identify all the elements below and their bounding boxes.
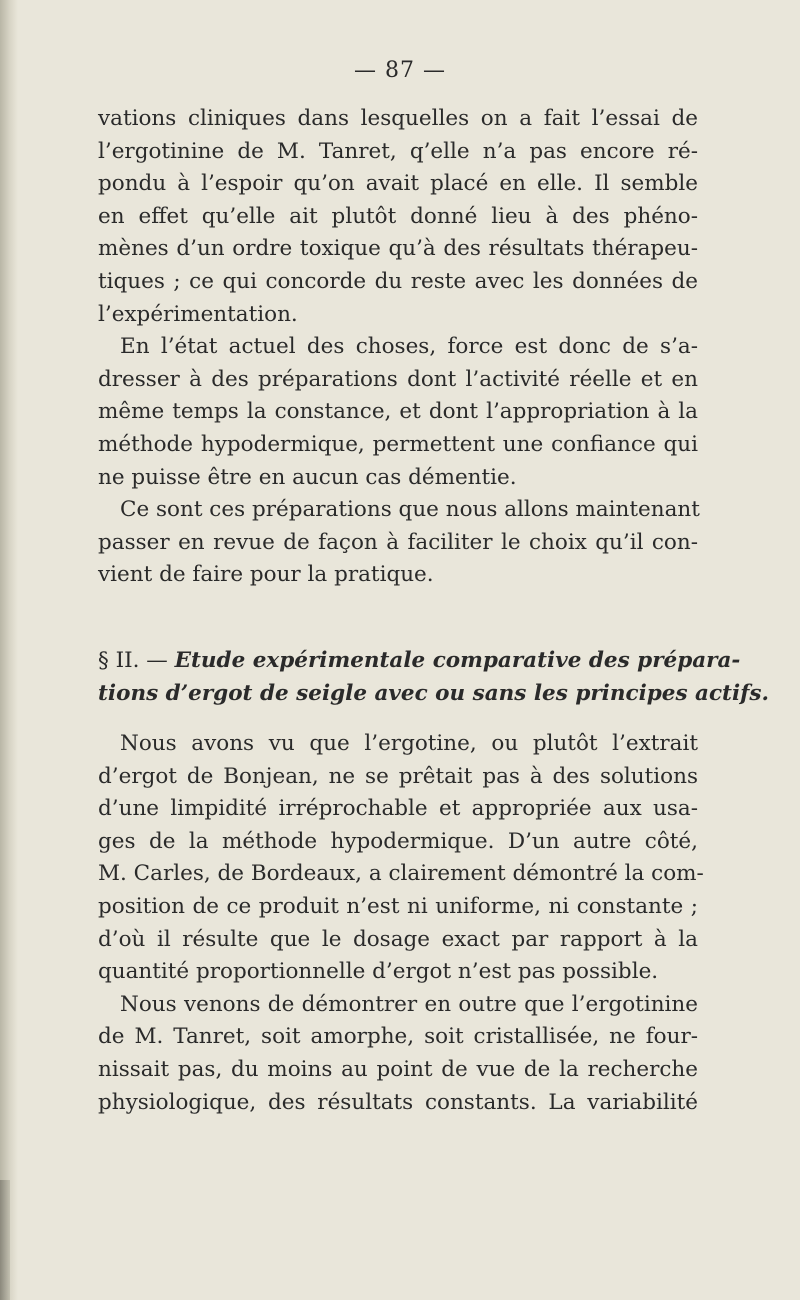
section-heading-line-1 xyxy=(98,645,741,678)
text-line: dresser à des préparations dont l’activité réelle et en xyxy=(98,366,698,392)
text-line: d’ergot de Bonjean, ne se prêtait pas à des solutions xyxy=(98,763,698,789)
text-line: l’expérimentation. xyxy=(98,301,298,327)
text-line: nissait pas, du moins au point de vue de la recherche xyxy=(98,1056,698,1082)
text-line: En l’état actuel des choses, force est donc de s’a- xyxy=(120,334,698,360)
text-line: ges de la méthode hypodermique. D’un autre côté, xyxy=(98,828,698,854)
page-gutter-shadow xyxy=(0,0,18,1300)
text-line: vations cliniques dans lesquelles on a fait l’essai de xyxy=(98,106,698,131)
text-line: position de ce produit n’est ni uniforme, ni constante ; xyxy=(98,893,698,919)
section-heading xyxy=(98,645,769,710)
text-block-bottom xyxy=(98,728,704,1119)
text-line: Nous avons vu que l’ergotine, ou plutôt l’extrait xyxy=(120,731,698,756)
page-edge-mark xyxy=(0,1180,10,1300)
text-line: ne puisse être en aucun cas démentie. xyxy=(98,464,517,490)
text-line: même temps la constance, et dont l’appropriation à la xyxy=(98,399,698,425)
page-number: — 87 — xyxy=(354,58,446,83)
text-line: tiques ; ce qui concorde du reste avec les données de xyxy=(98,268,698,294)
text-line: pondu à l’espoir qu’on avait placé en elle. Il semble xyxy=(98,171,698,197)
text-line: en effet qu’elle ait plutôt donné lieu à des phéno- xyxy=(98,203,698,229)
text-line: mènes d’un ordre toxique qu’à des résultats thérapeu- xyxy=(98,236,698,262)
text-line: vient de faire pour la pratique. xyxy=(98,562,434,588)
text-line: passer en revue de façon à faciliter le choix qu’il con- xyxy=(98,529,698,555)
text-line: Nous venons de démontrer en outre que l’ergotinine xyxy=(120,991,698,1017)
text-line: méthode hypodermique, permettent une confiance qui xyxy=(98,431,698,457)
text-line: quantité proportionnelle d’ergot n’est pas possible. xyxy=(98,959,659,985)
text-line: de M. Tanret, soit amorphe, soit cristallisée, ne four- xyxy=(98,1024,698,1050)
text-line: d’une limpidité irréprochable et appropriée aux usa- xyxy=(98,796,698,822)
text-line: Ce sont ces préparations que nous allons maintenant xyxy=(120,497,700,523)
text-line: M. Carles, de Bordeaux, a clairement démontré la com- xyxy=(98,861,704,887)
section-title-part-2: tions d’ergot de seigle avec ou sans les principes actifs. xyxy=(98,680,769,706)
section-number: § II. — xyxy=(98,648,168,673)
section-title-part-1: Etude expérimentale comparative des prépara- xyxy=(174,648,741,673)
text-line: l’ergotinine de M. Tanret, q’elle n’a pas encore ré- xyxy=(98,138,698,164)
text-block-top xyxy=(98,103,698,592)
text-line: physiologique, des résultats constants. La variabilité xyxy=(98,1089,698,1115)
text-line: d’où il résulte que le dosage exact par rapport à la xyxy=(98,926,698,952)
